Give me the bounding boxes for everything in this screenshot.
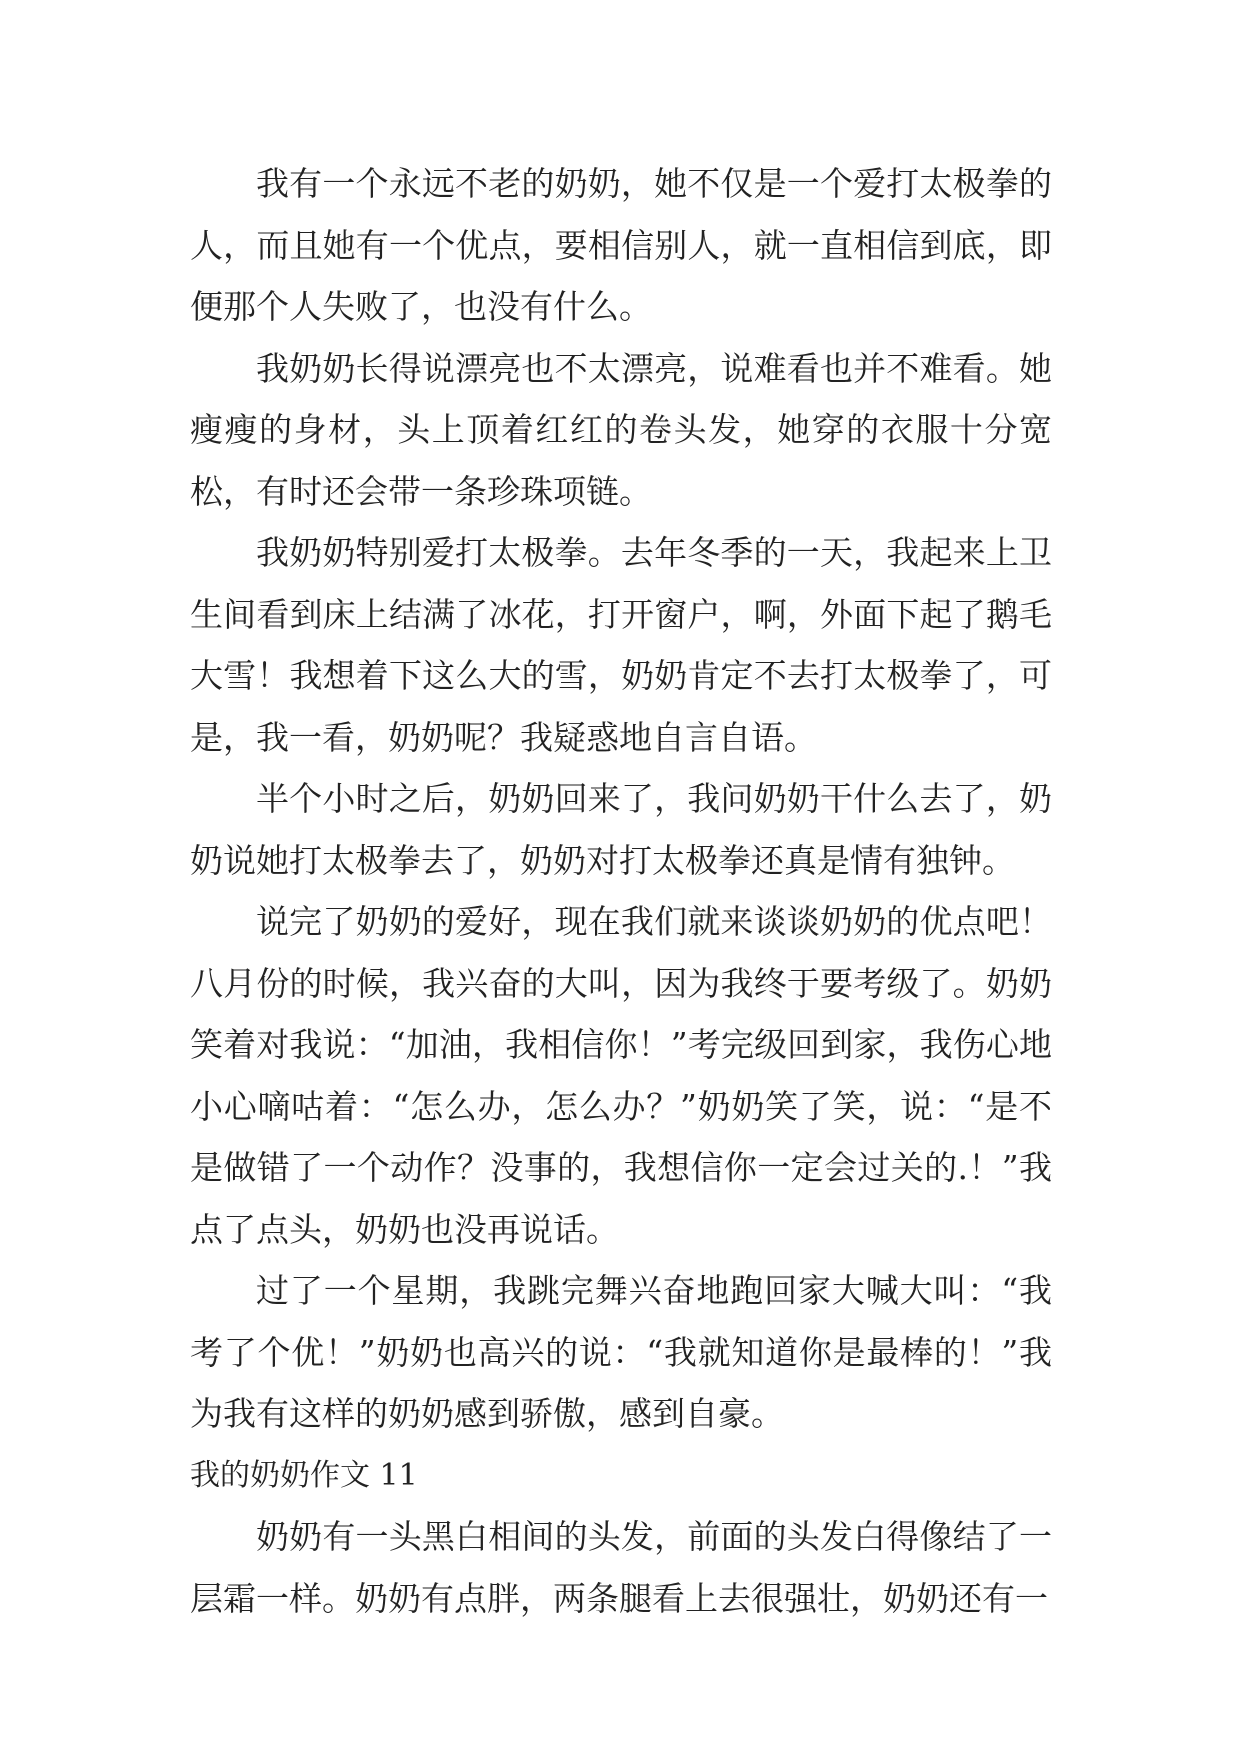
paragraph-grandma-hair: 奶奶有一头黑白相间的头发，前面的头发白得像结了一层霜一样。奶奶有点胖，两条腿看上去很强壮，奶奶还有一 — [190, 1517, 1052, 1618]
paragraph-exam-result: 过了一个星期，我跳完舞兴奋地跑回家大喊大叫：“我考了个优！”奶奶也高兴的说：“我就知道你是最棒的！”我为我有这样的奶奶感到骄傲，感到自豪。 — [190, 1271, 1052, 1433]
paragraph-grandma-merit: 说完了奶奶的爱好，现在我们就来谈谈奶奶的优点吧！八月份的时候，我兴奋的大叫，因为我终于要考级了。奶奶笑着对我说：“加油，我相信你！”考完级回到家，我伤心地小心嘀咕着：“怎么办，怎么办？”奶奶笑了笑，说：“是不是做错了一个动作？没事的，我想信你一定会过关的.！”我点了点头，奶奶也没再说话。 — [190, 902, 1052, 1249]
paragraph-grandma-appearance: 我奶奶长得说漂亮也不太漂亮，说难看也并不难看。她瘦瘦的身材，头上顶着红红的卷头发，她穿的衣服十分宽松，有时还会带一条珍珠项链。 — [190, 348, 1052, 511]
document-body — [190, 153, 1052, 1629]
paragraph-grandma-returns: 半个小时之后，奶奶回来了，我问奶奶干什么去了，奶奶说她打太极拳去了，奶奶对打太极拳还真是情有独钟。 — [190, 779, 1052, 880]
paragraph-taichi-snow: 我奶奶特别爱打太极拳。去年冬季的一天，我起来上卫生间看到床上结满了冰花，打开窗户，啊，外面下起了鹅毛大雪！我想着下这么大的雪，奶奶肯定不去打太极拳了，可是，我一看，奶奶呢？我疑惑地自言自语。 — [190, 533, 1052, 757]
paragraph-grandma-intro: 我有一个永远不老的奶奶，她不仅是一个爱打太极拳的人，而且她有一个优点，要相信别人，就一直相信到底，即便那个人失败了，也没有什么。 — [190, 164, 1052, 326]
section-heading: 我的奶奶作文 11 — [190, 1457, 418, 1493]
